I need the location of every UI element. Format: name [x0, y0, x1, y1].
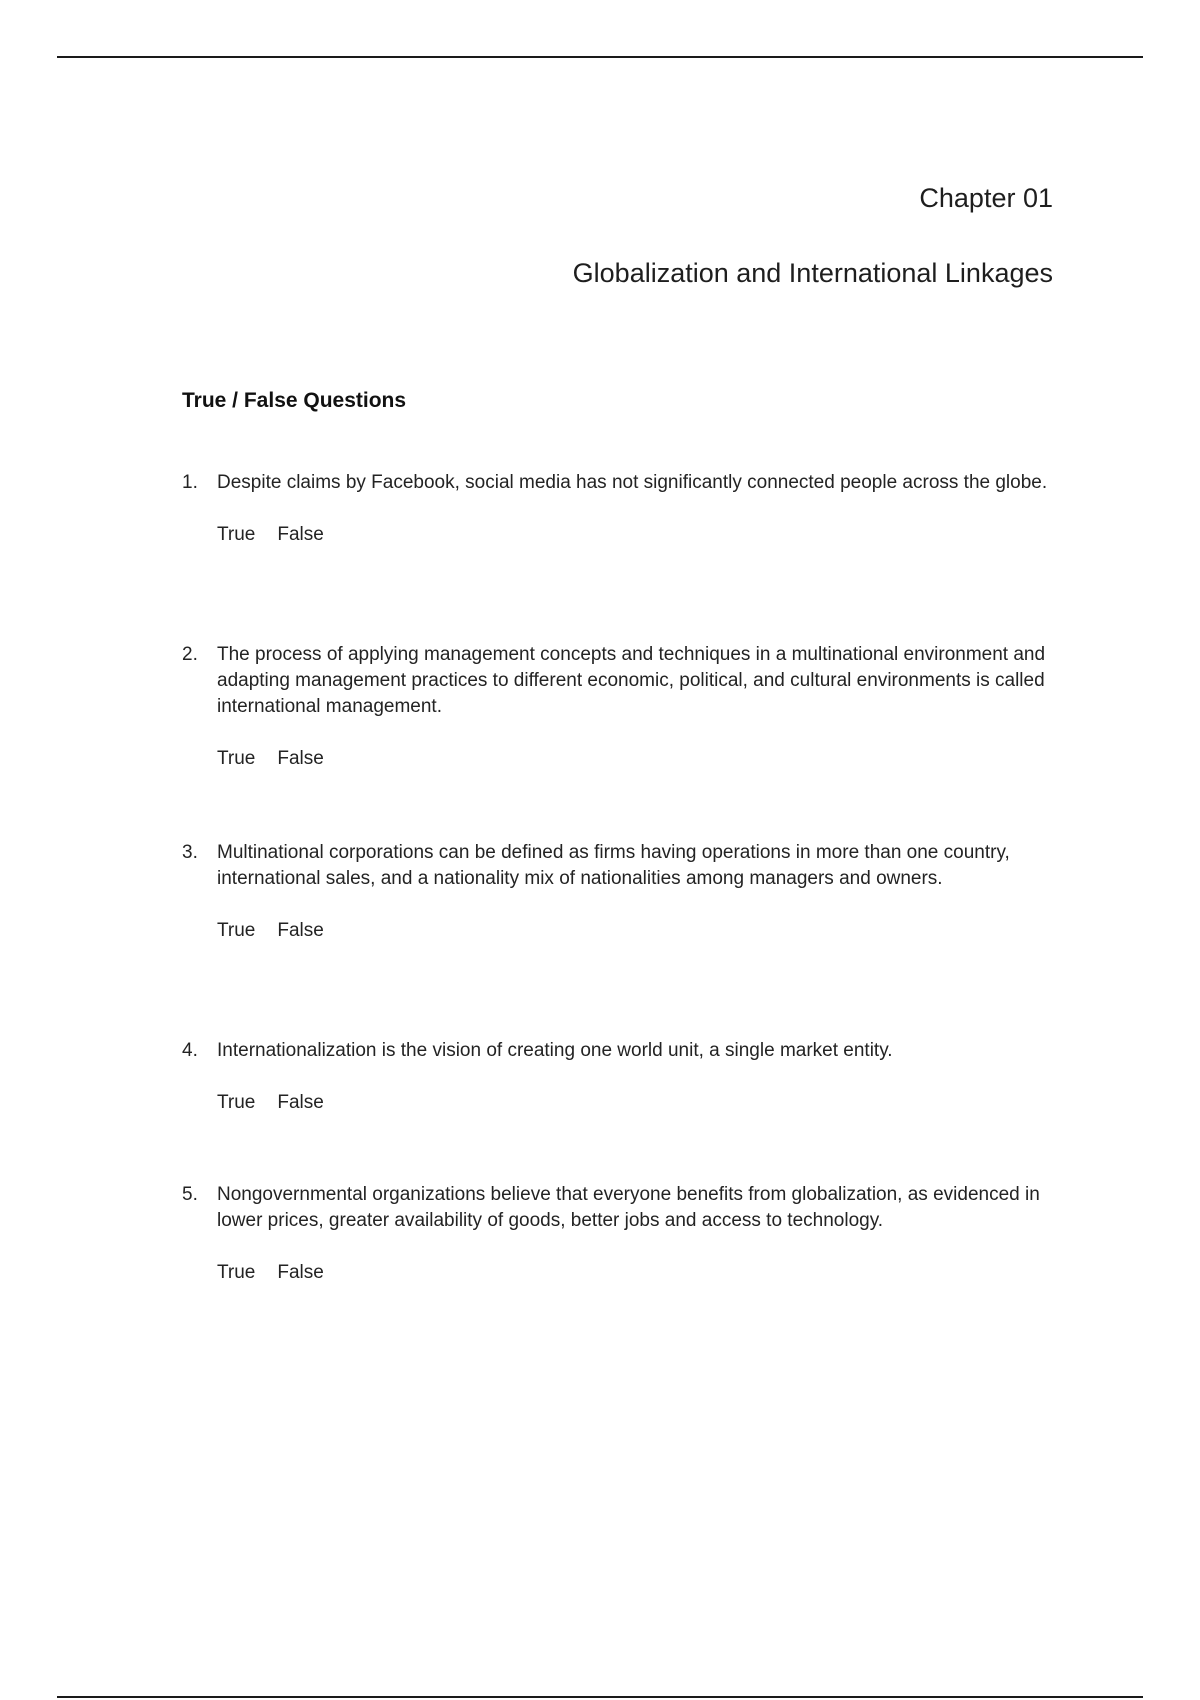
chapter-label: Chapter 01	[919, 183, 1053, 213]
answer-false[interactable]: False	[277, 1262, 324, 1283]
page-title: Globalization and International Linkages	[572, 258, 1053, 288]
section-heading: True / False Questions	[182, 389, 407, 412]
question-number: 4.	[182, 1040, 198, 1061]
answer-options	[217, 1260, 1062, 1286]
answer-options	[217, 1090, 1062, 1116]
answer-false[interactable]: False	[277, 748, 324, 769]
answer-options	[217, 918, 1062, 944]
answer-true[interactable]: True	[217, 1262, 256, 1283]
question-5	[182, 1182, 1062, 1286]
answer-options	[217, 746, 1062, 772]
question-1	[182, 470, 1062, 548]
top-rule	[57, 56, 1143, 58]
question-number: 2.	[182, 644, 198, 665]
question-text: Despite claims by Facebook, social media has not significantly connected people across the globe.	[217, 472, 1048, 493]
answer-true[interactable]: True	[217, 524, 256, 545]
question-number: 1.	[182, 472, 198, 493]
question-number: 5.	[182, 1184, 198, 1205]
answer-false[interactable]: False	[277, 920, 324, 941]
question-text: The process of applying management concepts and techniques in a multinational environment and adapting management practices to different economic, political, and cultural environments is called international management.	[217, 644, 1046, 717]
bottom-rule	[57, 1696, 1143, 1698]
question-text: Multinational corporations can be defined as firms having operations in more than one country, international sales, and a nationality mix of nationalities among managers and owners.	[217, 842, 1010, 889]
answer-true[interactable]: True	[217, 1092, 256, 1113]
answer-true[interactable]: True	[217, 748, 256, 769]
question-3	[182, 840, 1062, 944]
answer-options	[217, 522, 1062, 548]
question-number: 3.	[182, 842, 198, 863]
answer-false[interactable]: False	[277, 1092, 324, 1113]
answer-false[interactable]: False	[277, 524, 324, 545]
question-2	[182, 642, 1062, 772]
answer-true[interactable]: True	[217, 920, 256, 941]
question-text: Nongovernmental organizations believe that everyone benefits from globalization, as evidenced in lower prices, greater availability of goods, better jobs and access to technology.	[217, 1184, 1040, 1231]
question-text: Internationalization is the vision of creating one world unit, a single market entity.	[217, 1040, 893, 1061]
question-4	[182, 1038, 1062, 1116]
